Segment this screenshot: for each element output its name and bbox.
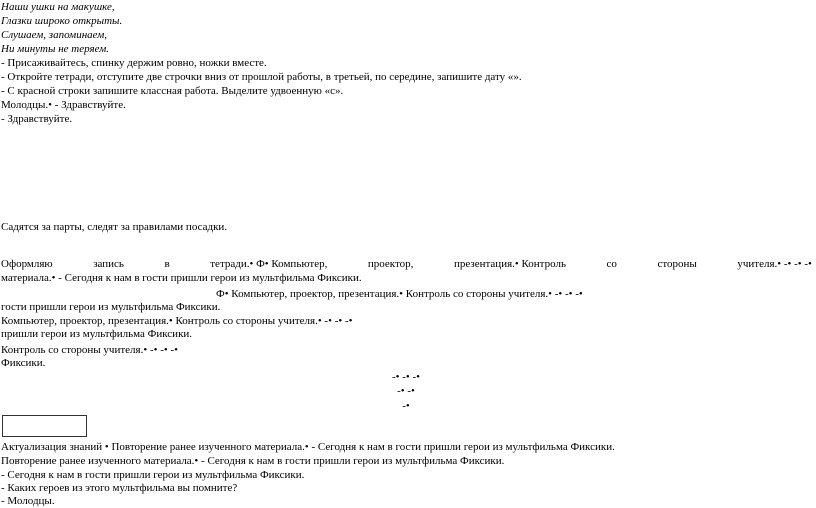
text-line: Компьютер, проектор, презентация.• Контроль со стороны учителя.• -• -• -• [1, 315, 353, 327]
text-line: - Молодцы. [1, 495, 55, 507]
text-line: Актуализация знаний • Повторение ранее изученного материала.• - Сегодня к нам в гости пришли герои из мультфильма Фиксики. [1, 441, 615, 453]
sit-down-note: Садятся за парты, следят за правилами посадки. [1, 221, 228, 233]
text-line: - Каких героев из этого мультфильма вы помните? [1, 482, 238, 494]
instruction-line: - Откройте тетради, отступите две строчки вниз от прошлой работы, в третьей, по середине, запишите дату «». [1, 71, 522, 83]
word: в [164, 258, 170, 270]
word: запись [93, 258, 124, 270]
justified-paragraph-line [1, 258, 812, 271]
text-line: Повторение ранее изученного материала.• - Сегодня к нам в гости пришли герои из мультфильма Фиксики. [1, 455, 505, 467]
poem-line-2: Глазки широко открыты. [1, 15, 123, 27]
text-line: Ф• Компьютер, проектор, презентация.• Контроль со стороны учителя.• -• -• -• [216, 288, 583, 300]
instruction-line: - Присаживайтесь, спинку держим ровно, ножки вместе. [1, 57, 267, 69]
word: тетради.• Ф• Компьютер, [210, 258, 328, 270]
text-line: гости пришли герои из мультфильма Фиксики. [1, 301, 221, 313]
poem-line-1: Наши ушки на макушке, [1, 1, 115, 13]
word: Оформляю [1, 258, 53, 270]
poem-line-3: Слушаем, запоминаем, [1, 29, 108, 41]
word: со [606, 258, 617, 270]
dash-row: -• -• -• [391, 371, 421, 383]
text-line: материала.• - Сегодня к нам в гости пришли герои из мультфильма Фиксики. [1, 272, 362, 284]
instruction-line: - С красной строки запишите классная работа. Выделите удвоенную «с». [1, 85, 344, 97]
instruction-line: Молодцы.• - Здравствуйте. [1, 99, 126, 111]
word: стороны [657, 258, 697, 270]
word: проектор, [367, 258, 414, 270]
text-line: Контроль со стороны учителя.• -• -• -• [1, 344, 178, 356]
poem-line-4: Ни минуты не теряем. [1, 43, 109, 55]
empty-frame [2, 415, 87, 437]
dash-row: -• -• [397, 385, 415, 397]
dash-row: -• [402, 400, 410, 412]
word: презентация.• Контроль [453, 258, 566, 270]
word: учителя.• -• -• -• [737, 258, 812, 270]
instruction-line: - Здравствуйте. [1, 113, 73, 125]
text-line: пришли герои из мультфильма Фиксики. [1, 328, 193, 340]
text-line: - Сегодня к нам в гости пришли герои из мультфильма Фиксики. [1, 469, 305, 481]
text-line: Фиксики. [1, 357, 46, 369]
